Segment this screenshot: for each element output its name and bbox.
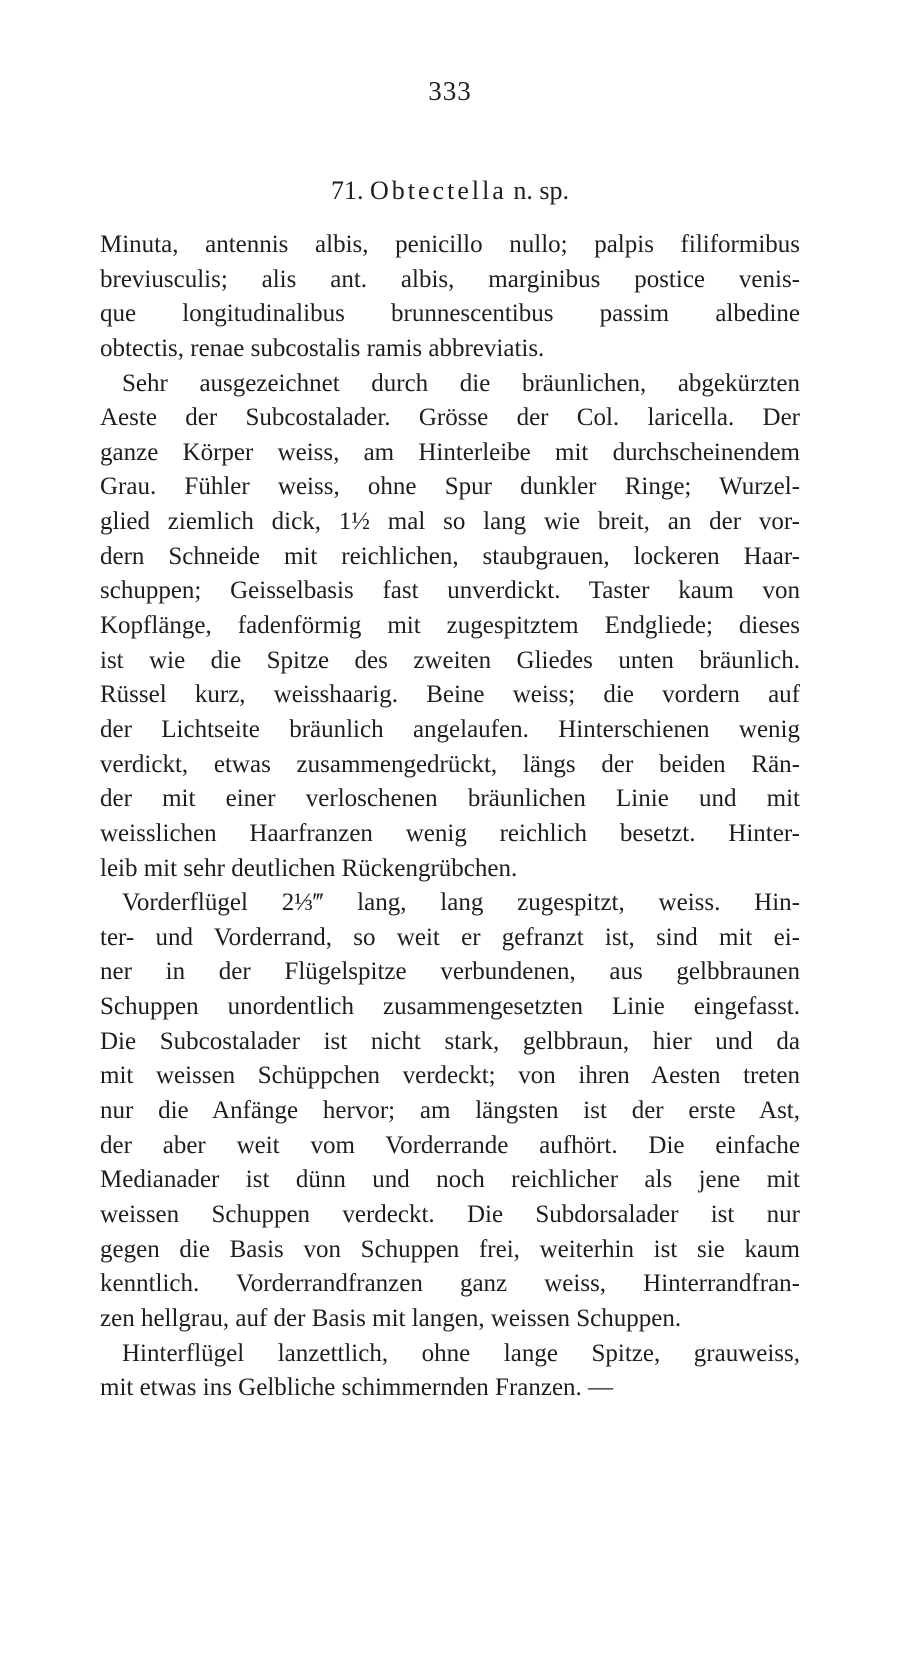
text-line: Schuppen unordentlich zusammengesetzten Linie eingefasst. (100, 993, 800, 1021)
text-line: schuppen; Geisselbasis fast unverdickt. Taster kaum von (100, 577, 800, 605)
page-number: 333 (428, 76, 472, 106)
text-line: nur die Anfänge hervor; am längsten ist der erste Ast, (100, 1097, 800, 1125)
text-line: Medianader ist dünn und noch reichlicher als jene mit (100, 1166, 800, 1194)
text-line: Minuta, antennis albis, penicillo nullo; palpis filiformibus (100, 231, 800, 258)
text-line: Rüssel kurz, weisshaarig. Beine weiss; die vordern auf (100, 681, 800, 709)
text-line: der Lichtseite bräunlich angelaufen. Hinterschienen wenig (100, 715, 800, 743)
text-line: ist wie die Spitze des zweiten Gliedes unten bräunlich. (100, 646, 800, 674)
paragraph (100, 367, 800, 887)
species-number: 71. (331, 176, 364, 205)
text-line: ter- und Vorderrand, so weit er gefranzt ist, sind mit ei- (100, 923, 800, 951)
species-suffix: n. sp. (513, 176, 569, 205)
text-line: ner in der Flügelspitze verbundenen, aus gelbbraunen (100, 958, 800, 986)
text-line: Vorderflügel 2⅓‴ lang, lang zugespitzt, weiss. Hin- (122, 889, 800, 917)
text-line: Grau. Fühler weiss, ohne Spur dunkler Ringe; Wurzel- (100, 473, 800, 501)
text-line: Kopflänge, fadenförmig mit zugespitztem Endgliede; dieses (100, 612, 800, 640)
text-line: dern Schneide mit reichlichen, staubgrauen, lockeren Haar- (100, 542, 800, 570)
text-line: verdickt, etwas zusammengedrückt, längs der beiden Rän- (100, 750, 800, 778)
text-line: obtectis, renae subcostalis ramis abbreviatis. (100, 334, 545, 362)
text-line: der mit einer verloschenen bräunlichen Linie und mit (100, 785, 800, 813)
paragraph (100, 1337, 800, 1406)
text-line: que longitudinalibus brunnescentibus passim albedine (100, 300, 800, 328)
text-line: mit weissen Schüppchen verdeckt; von ihren Aesten treten (100, 1062, 800, 1090)
text-line: breviusculis; alis ant. albis, marginibus postice venis- (100, 265, 800, 293)
text-line: leib mit sehr deutlichen Rückengrübchen. (100, 854, 518, 882)
paragraph (100, 886, 800, 1336)
text-line: Sehr ausgezeichnet durch die bräunlichen, abgekürzten (122, 369, 800, 397)
text-line: glied ziemlich dick, 1½ mal so lang wie breit, an der vor- (100, 508, 800, 536)
paragraph (100, 228, 800, 367)
text-line: ganze Körper weiss, am Hinterleibe mit durchscheinendem (100, 438, 800, 466)
text-line: der aber weit vom Vorderrande aufhört. Die einfache (100, 1131, 800, 1159)
text-line: Die Subcostalader ist nicht stark, gelbbraun, hier und da (100, 1027, 800, 1055)
species-heading (0, 176, 900, 206)
text-line: kenntlich. Vorderrandfranzen ganz weiss, Hinterrandfran- (100, 1270, 800, 1298)
text-line: weisslichen Haarfranzen wenig reichlich besetzt. Hinter- (100, 819, 800, 847)
text-line: weissen Schuppen verdeckt. Die Subdorsalader ist nur (100, 1200, 800, 1228)
species-description (100, 228, 800, 1406)
text-line: Aeste der Subcostalader. Grösse der Col. laricella. Der (100, 404, 800, 432)
text-line: zen hellgrau, auf der Basis mit langen, weissen Schuppen. (100, 1304, 682, 1332)
species-name: Obtectella (370, 176, 507, 205)
text-line: Hinterflügel lanzettlich, ohne lange Spitze, grauweiss, (122, 1339, 800, 1367)
text-line: mit etwas ins Gelbliche schimmernden Franzen. — (100, 1374, 614, 1402)
text-line: gegen die Basis von Schuppen frei, weiterhin ist sie kaum (100, 1235, 800, 1263)
